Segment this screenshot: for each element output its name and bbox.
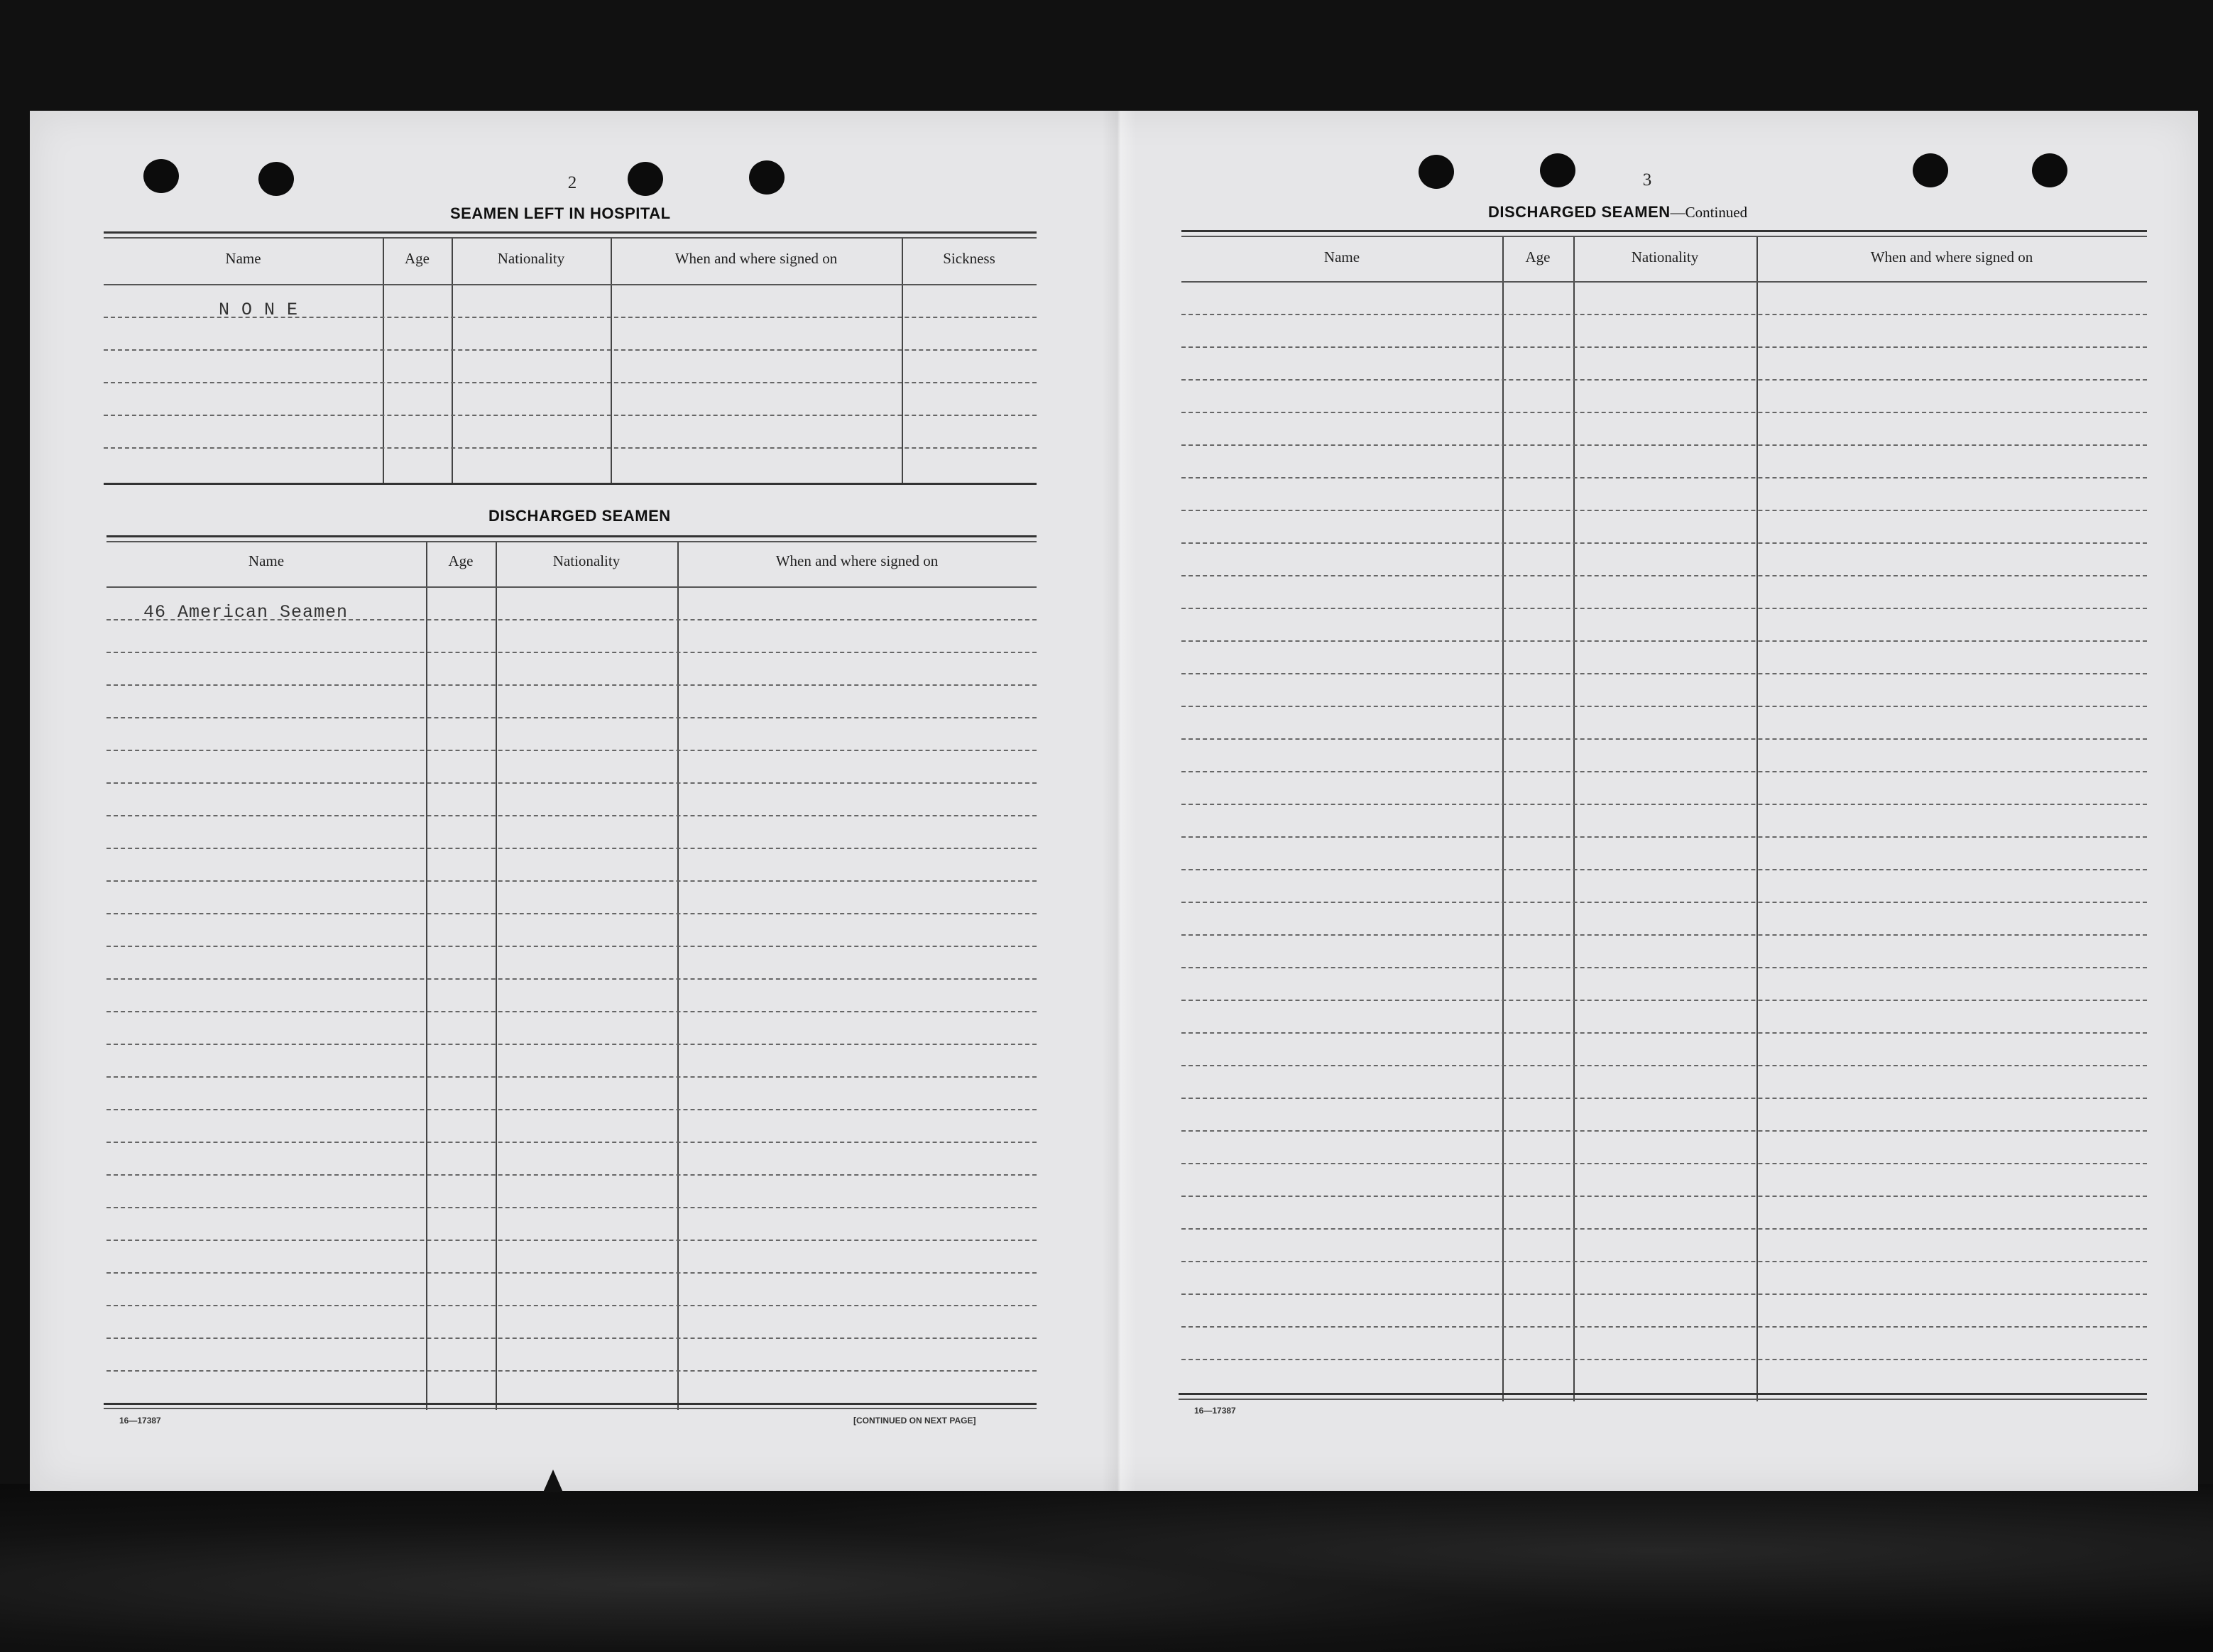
table-top-rule (1181, 236, 2147, 237)
header-underline (1181, 281, 2147, 283)
section-title-discharged: DISCHARGED SEAMEN (488, 507, 671, 525)
table-bottom-rule (104, 1403, 1037, 1405)
row-line (106, 880, 1037, 882)
row-line (1181, 673, 2147, 674)
column-header-nationality: Nationality (1631, 248, 1699, 266)
row-line (1181, 1163, 2147, 1164)
column-header-name: Name (248, 552, 285, 569)
row-line (1181, 640, 2147, 642)
page-number: 2 (567, 173, 577, 192)
row-line (1181, 869, 2147, 870)
punch-hole (1419, 155, 1454, 189)
row-line (106, 1370, 1037, 1372)
row-line (1181, 902, 2147, 903)
row-line (1181, 346, 2147, 348)
row-line (106, 1142, 1037, 1143)
row-line (1181, 477, 2147, 478)
continued-note: [CONTINUED ON NEXT PAGE] (853, 1416, 976, 1426)
table-top-rule (104, 237, 1037, 239)
row-line (106, 684, 1037, 686)
column-header-signed-on: When and where signed on (1870, 248, 2033, 266)
row-line (1181, 510, 2147, 511)
row-line (106, 782, 1037, 784)
row-line (1181, 412, 2147, 413)
row-line (1181, 1228, 2147, 1230)
row-line (106, 717, 1037, 718)
row-line (1181, 836, 2147, 838)
row-line (1181, 1359, 2147, 1360)
column-header-sickness: Sickness (943, 250, 995, 267)
row-line (106, 1207, 1037, 1208)
row-line (1181, 1065, 2147, 1066)
section-title-discharged-continued (1488, 203, 1747, 221)
row-line (106, 1174, 1037, 1176)
row-line (106, 1272, 1037, 1274)
punch-hole (258, 162, 294, 196)
column-header-signed-on: When and where signed on (775, 552, 939, 569)
row-line (1181, 608, 2147, 609)
table-bottom-rule (1179, 1393, 2147, 1395)
row-line (106, 815, 1037, 816)
row-line (106, 1305, 1037, 1306)
column-divider (677, 542, 679, 1410)
row-line (1181, 1130, 2147, 1132)
row-line (106, 1109, 1037, 1110)
row-line (1181, 1032, 2147, 1034)
row-line (106, 946, 1037, 947)
header-underline (104, 284, 1037, 285)
discharged-entry: 46 American Seamen (143, 602, 349, 623)
row-line (1181, 379, 2147, 381)
column-divider (426, 542, 427, 1410)
column-header-age: Age (405, 250, 430, 267)
row-line (106, 848, 1037, 849)
row-line (106, 652, 1037, 653)
table-top-rule (106, 541, 1037, 542)
header-underline (106, 586, 1037, 588)
column-header-age: Age (448, 552, 474, 569)
table-bottom-rule (104, 1408, 1037, 1409)
column-header-nationality: Nationality (552, 552, 621, 569)
row-line (1181, 542, 2147, 544)
row-line (104, 415, 1037, 416)
punch-hole (628, 162, 663, 196)
row-line (106, 1338, 1037, 1339)
punch-hole (143, 159, 179, 193)
table-top-rule (1181, 230, 2147, 232)
punch-hole (1913, 153, 1948, 187)
row-line (1181, 967, 2147, 968)
row-line (1181, 444, 2147, 446)
row-line (1181, 771, 2147, 772)
dark-background (0, 1484, 2213, 1652)
row-line (104, 349, 1037, 351)
title-main: DISCHARGED SEAMEN (1488, 203, 1671, 221)
row-line (1181, 1326, 2147, 1328)
form-number: 16—17387 (1194, 1406, 1236, 1416)
column-header-nationality: Nationality (497, 250, 565, 267)
column-header-age: Age (1525, 248, 1551, 266)
column-header-name: Name (225, 250, 261, 267)
table-bottom-rule (104, 483, 1037, 485)
column-divider (496, 542, 497, 1410)
column-header-name: Name (1323, 248, 1360, 266)
row-line (1181, 1000, 2147, 1001)
row-line (1181, 1098, 2147, 1099)
row-line (106, 978, 1037, 980)
table-top-rule (104, 231, 1037, 234)
row-line (1181, 575, 2147, 576)
row-line (1181, 1293, 2147, 1295)
punch-hole (1540, 153, 1575, 187)
center-fold (1102, 111, 1136, 1491)
hospital-entry: N O N E (219, 300, 299, 320)
table-bottom-rule (1179, 1399, 2147, 1400)
row-line (106, 1044, 1037, 1045)
row-line (1181, 706, 2147, 707)
page-number: 3 (1642, 170, 1652, 190)
row-line (1181, 1261, 2147, 1262)
row-line (106, 1011, 1037, 1012)
document-spread (30, 111, 2198, 1491)
row-line (104, 382, 1037, 383)
section-title-hospital: SEAMEN LEFT IN HOSPITAL (450, 204, 671, 222)
row-line (1181, 804, 2147, 805)
punch-hole (749, 160, 785, 195)
row-line (106, 750, 1037, 751)
row-line (106, 1240, 1037, 1241)
row-line (1181, 1196, 2147, 1197)
column-header-signed-on: When and where signed on (674, 250, 838, 267)
row-line (1181, 314, 2147, 315)
title-suffix: —Continued (1670, 204, 1748, 221)
paper-tear (543, 1470, 563, 1492)
row-line (106, 1076, 1037, 1078)
row-line (1181, 934, 2147, 936)
form-number: 16—17387 (119, 1416, 161, 1426)
row-line (104, 447, 1037, 449)
row-line (106, 913, 1037, 914)
punch-hole (2032, 153, 2067, 187)
row-line (1181, 738, 2147, 740)
table-top-rule (106, 535, 1037, 537)
